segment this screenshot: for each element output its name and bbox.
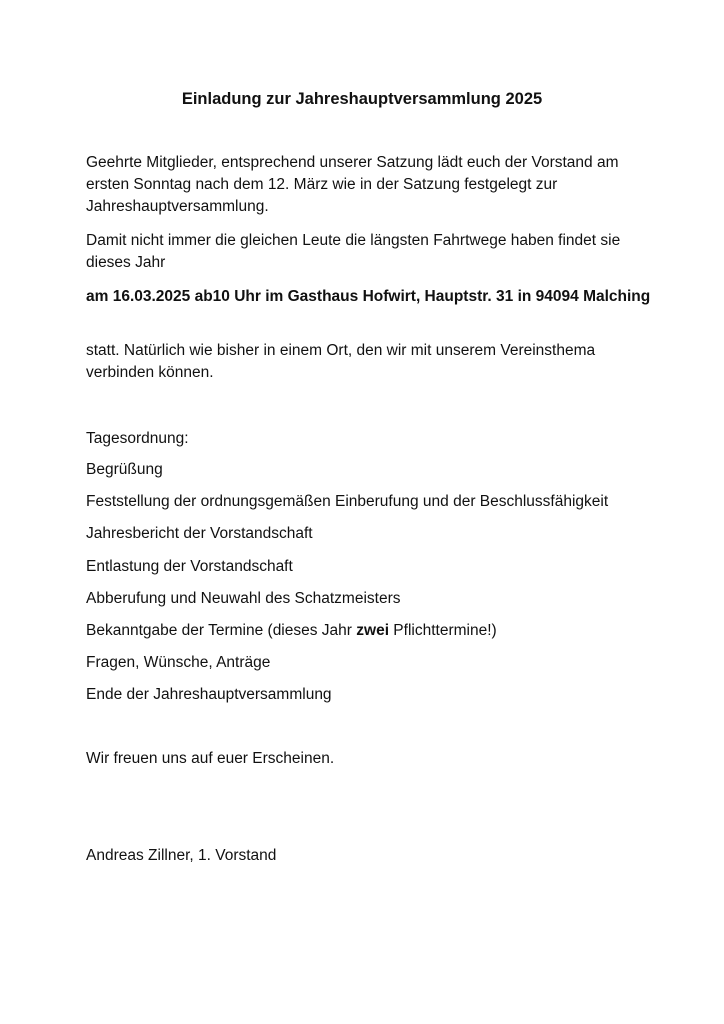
agenda-item: Fragen, Wünsche, Anträge (86, 654, 271, 672)
agenda-item: Abberufung und Neuwahl des Schatzmeisters (86, 589, 401, 607)
agenda-item-dates-prefix: Bekanntgabe der Termine (dieses Jahr (86, 621, 357, 639)
closing-line: Wir freuen uns auf euer Erscheinen. (86, 750, 335, 767)
agenda-item-dates-suffix: Pflichttermine!) (389, 621, 497, 639)
agenda-item: Feststellung der ordnungsgemäßen Einberufung und der Beschlussfähigkeit (86, 493, 609, 511)
location-outro-paragraph: statt. Natürlich wie bisher in einem Ort, den wir mit unserem Vereinsthema verbinden können. (86, 342, 596, 381)
document-title: Einladung zur Jahreshauptversammlung 2025 (181, 90, 543, 108)
agenda-item: Begrüßung (86, 461, 163, 478)
agenda-heading: Tagesordnung: (86, 430, 189, 447)
signature: Andreas Zillner, 1. Vorstand (86, 847, 277, 864)
agenda-item: Jahresbericht der Vorstandschaft (86, 525, 313, 543)
agenda-item: Ende der Jahreshauptversammlung (86, 686, 332, 704)
agenda-item-dates (86, 620, 608, 652)
intro-paragraph: Geehrte Mitglieder, entsprechend unserer Satzung lädt euch der Vorstand am ersten Sonntag nach dem 12. März wie in der Satzung festgelegt zur Jahreshauptversammlung. (86, 154, 619, 215)
agenda-item: Entlastung der Vorstandschaft (86, 557, 293, 575)
agenda-item-dates-emphasis: zwei (356, 621, 389, 639)
agenda-list (86, 459, 608, 717)
meeting-details: am 16.03.2025 ab10 Uhr im Gasthaus Hofwirt, Hauptstr. 31 in 94094 Malching (86, 288, 651, 305)
location-intro-paragraph: Damit nicht immer die gleichen Leute die längsten Fahrtwege haben findet sie dieses Jahr (86, 232, 621, 271)
